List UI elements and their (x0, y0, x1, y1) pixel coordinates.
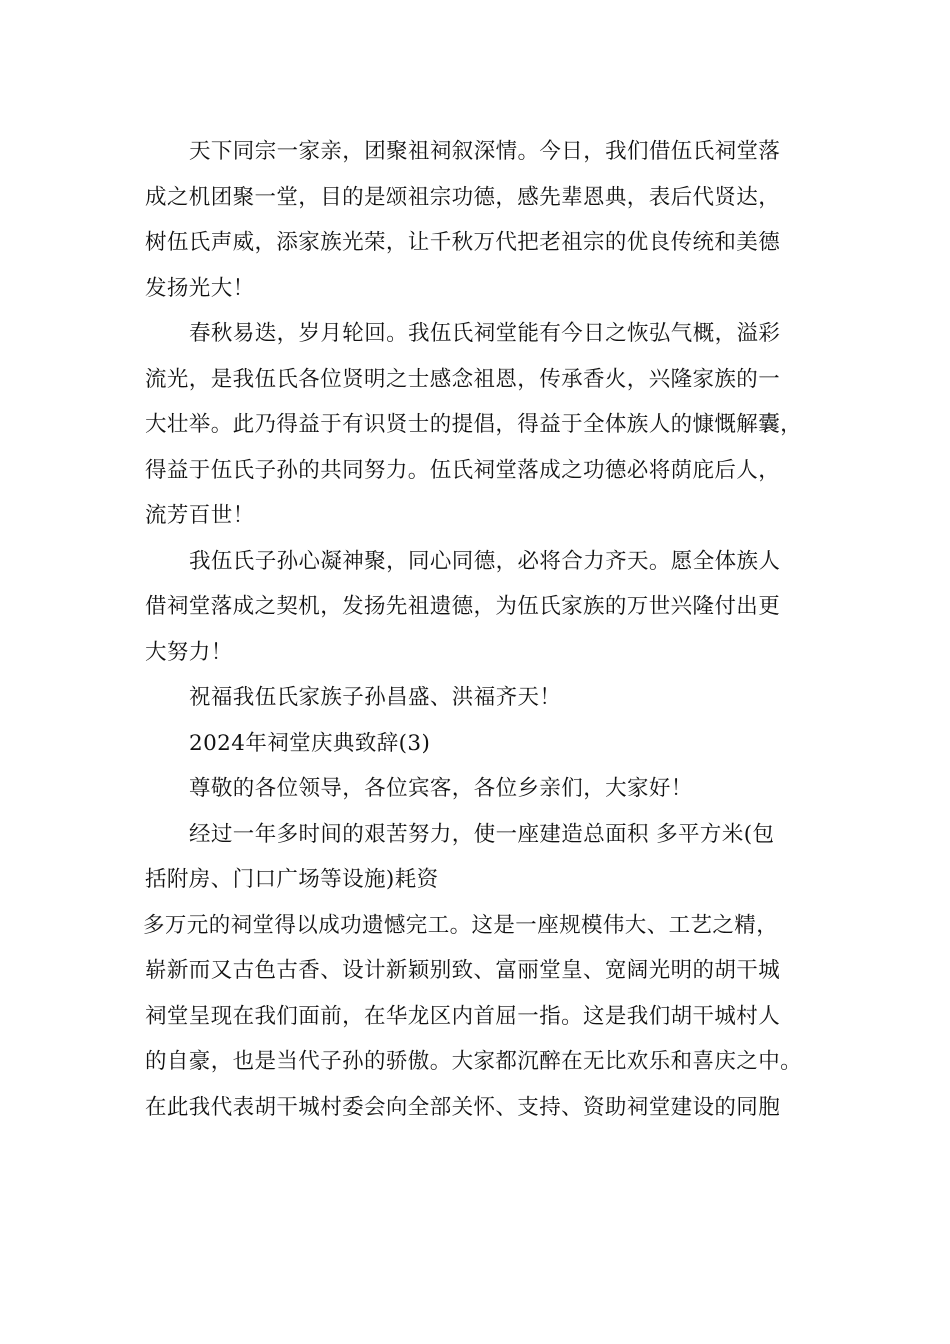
text-line: 大努力！ (145, 639, 233, 665)
text-line: 在此我代表胡干城村委会向全部关怀、支持、资助祠堂建设的同胞 (145, 1094, 781, 1120)
text-line: 流芳百世！ (145, 503, 255, 528)
text-line: 经过一年多时间的艰苦努力，使一座建造总面积 多平方米(包 (189, 821, 775, 847)
text-line: 我伍氏子孙心凝神聚，同心同德，必将合力齐天。愿全体族人 (189, 548, 781, 574)
text-line: 发扬光大！ (145, 275, 255, 301)
text-line: 春秋易迭，岁月轮回。我伍氏祠堂能有今日之恢弘气概，溢彩 (189, 321, 781, 346)
section-heading: 2024年祠堂庆典致辞(3) (189, 730, 431, 756)
text-line: 括附房、门口广场等设施)耗资 (145, 867, 439, 892)
text-line: 成之机团聚一堂，目的是颂祖宗功德，感先辈恩典，表后代贤达， (145, 184, 781, 210)
text-line: 流光，是我伍氏各位贤明之士感念祖恩，传承香火，兴隆家族的一 (145, 366, 781, 392)
text-line: 大壮举。此乃得益于有识贤士的提倡，得益于全体族人的慷慨解囊， (145, 412, 803, 437)
text-line: 多万元的祠堂得以成功遗憾完工。这是一座规模伟大、工艺之精， (143, 912, 779, 938)
text-line: 祠堂呈现在我们面前，在华龙区内首屈一指。这是我们胡干城村人 (145, 1003, 781, 1029)
text-line: 天下同宗一家亲，团聚祖祠叙深情。今日，我们借伍氏祠堂落 (189, 139, 781, 164)
text-line: 树伍氏声威，添家族光荣，让千秋万代把老祖宗的优良传统和美德 (145, 230, 781, 255)
text-line: 得益于伍氏子孙的共同努力。伍氏祠堂落成之功德必将荫庇后人， (145, 457, 781, 483)
text-line: 借祠堂落成之契机，发扬先祖遗德，为伍氏家族的万世兴隆付出更 (145, 594, 781, 619)
text-line: 的自豪，也是当代子孙的骄傲。大家都沉醉在无比欢乐和喜庆之中。 (145, 1049, 803, 1074)
text-line: 尊敬的各位领导，各位宾客，各位乡亲们，大家好！ (189, 776, 693, 801)
text-line: 祝福我伍氏家族子孙昌盛、洪福齐天！ (189, 685, 562, 710)
document-body (145, 129, 815, 1130)
text-line: 崭新而又古色古香、设计新颖别致、富丽堂皇、宽阔光明的胡干城 (145, 958, 781, 983)
